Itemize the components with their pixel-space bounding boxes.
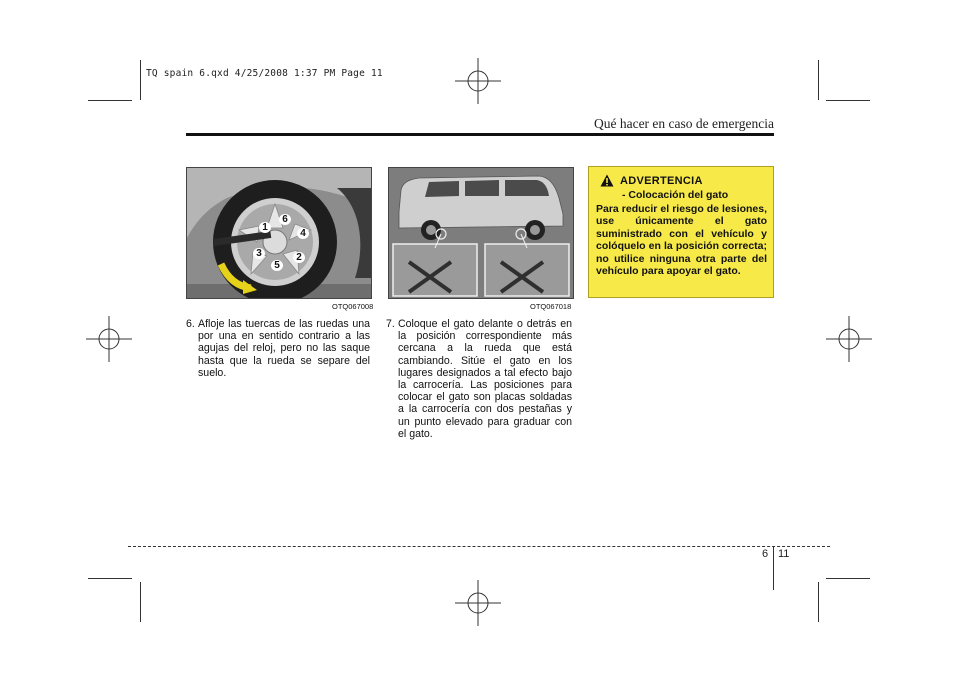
figure-code: OTQ067008 bbox=[332, 302, 374, 311]
crop-mark bbox=[88, 578, 132, 579]
print-slug: TQ spain 6.qxd 4/25/2008 1:37 PM Page 11 bbox=[146, 68, 383, 79]
registration-crosshair-icon bbox=[455, 58, 501, 104]
crop-mark bbox=[826, 578, 870, 579]
section-title: Qué hacer en caso de emergencia bbox=[593, 116, 774, 131]
step-7 bbox=[386, 318, 572, 440]
warning-header bbox=[600, 174, 767, 187]
page-number: 11 bbox=[778, 548, 790, 560]
step-number: 7. bbox=[386, 318, 395, 330]
van-jack-photo bbox=[388, 167, 574, 299]
step-6 bbox=[186, 318, 370, 379]
footer-rule bbox=[128, 546, 830, 547]
crop-mark bbox=[826, 100, 870, 101]
nut-label: 2 bbox=[293, 252, 305, 263]
warning-title: ADVERTENCIA bbox=[620, 174, 703, 187]
crop-mark bbox=[140, 60, 141, 100]
step-text: Coloque el gato delante o detrás en la posición correspondiente más cercana a la rueda que está cambiando. Sitúe el gato en los lugares designados a tal efecto bajo la carrocería. Las posiciones para colocar el gato son placas soldadas a la carrocería con dos pestañas y un punto elevado para graduar con el gato. bbox=[398, 318, 572, 440]
chapter-number: 6 bbox=[762, 548, 769, 560]
registration-crosshair-icon bbox=[86, 316, 132, 362]
warning-body: Para reducir el riesgo de lesiones, use únicamente el gato suministrado con el vehículo y colóquelo en la posición correcta; no utilice ninguna otra parte del vehículo para apoyar el gato. bbox=[596, 203, 767, 278]
warning-box bbox=[588, 166, 774, 298]
registration-crosshair-icon bbox=[826, 316, 872, 362]
wheel-photo bbox=[186, 167, 372, 299]
nut-label: 1 bbox=[259, 222, 271, 233]
nut-label: 4 bbox=[297, 228, 309, 239]
nut-label: 5 bbox=[271, 260, 283, 271]
wheel-illustration bbox=[187, 168, 371, 298]
header-rule bbox=[186, 133, 774, 136]
van-jack-illustration bbox=[389, 168, 573, 298]
registration-crosshair-icon bbox=[455, 580, 501, 626]
crop-mark bbox=[818, 582, 819, 622]
page-divider bbox=[773, 546, 774, 590]
warning-subtitle: - Colocación del gato bbox=[622, 189, 729, 201]
step-text: Afloje las tuercas de las ruedas una por una en sentido contrario a las agujas del reloj, pero no las saque hasta que la rueda se separe del suelo. bbox=[198, 318, 370, 379]
nut-label: 6 bbox=[279, 214, 291, 225]
crop-mark bbox=[88, 100, 132, 101]
crop-mark bbox=[818, 60, 819, 100]
step-number: 6. bbox=[186, 318, 195, 330]
nut-label: 3 bbox=[253, 248, 265, 259]
crop-mark bbox=[140, 582, 141, 622]
warning-triangle-icon bbox=[600, 174, 614, 187]
figure-code: OTQ067018 bbox=[530, 302, 572, 311]
